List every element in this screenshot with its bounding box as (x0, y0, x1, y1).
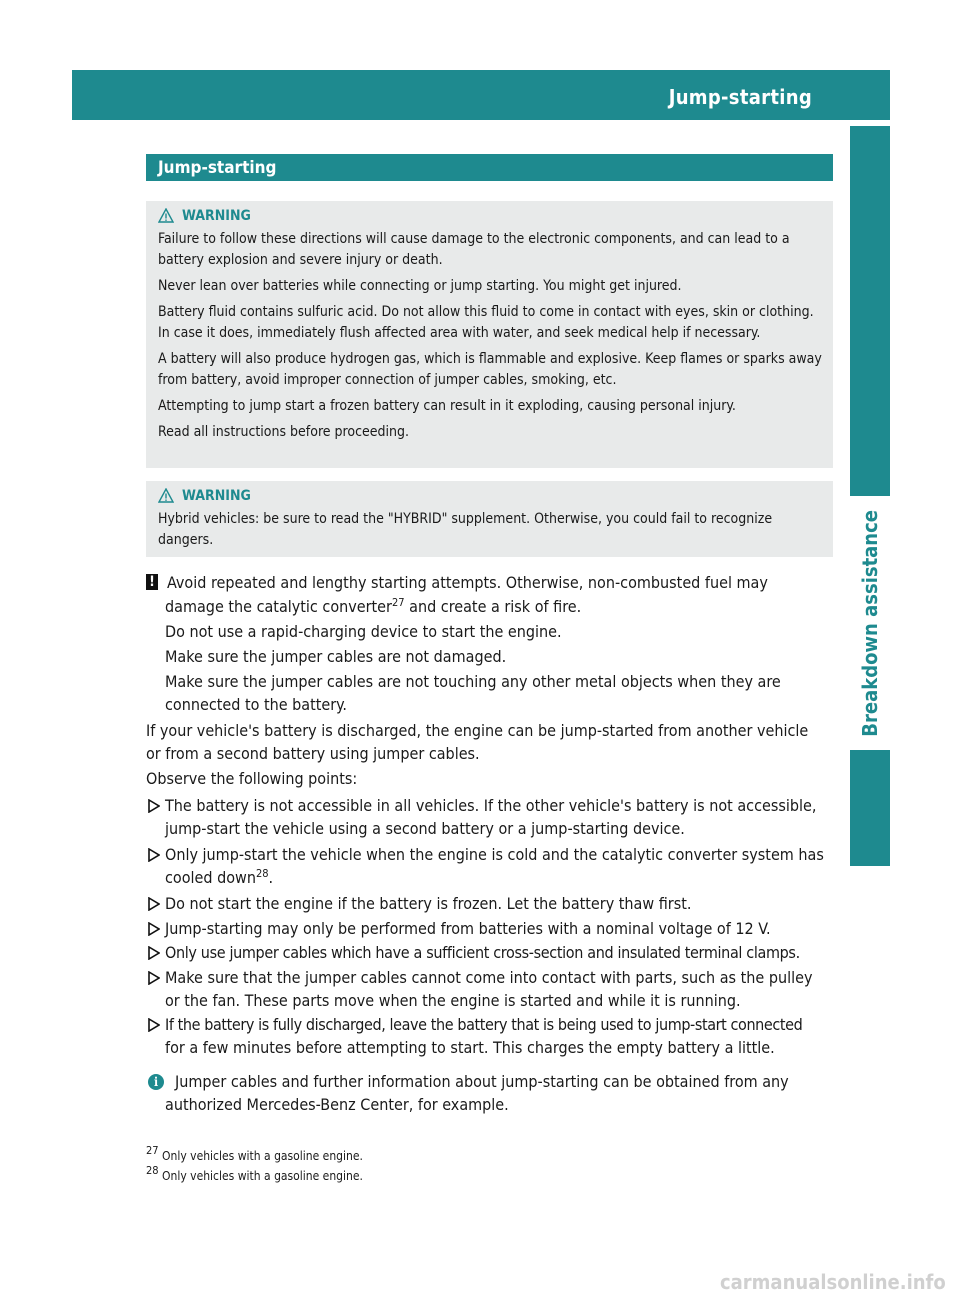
side-tab-label-wrap (850, 496, 890, 750)
bullet-item: for a few minutes before attempting to start. This charges the empty battery a little. (165, 1038, 775, 1057)
page-number: 481 (917, 86, 952, 107)
page-header (72, 70, 952, 120)
body-text: If your vehicle's battery is discharged, the engine can be jump-started from another vehicle (146, 721, 809, 740)
bullet-item: The battery is not accessible in all vehicles. If the other vehicle's battery is not accessible, (165, 796, 817, 815)
info-icon: i (148, 1074, 164, 1090)
arrow-right-icon (148, 848, 160, 862)
watermark: carmanualsonline.info (720, 1270, 946, 1294)
warning-paragraph: Hybrid vehicles: be sure to read the "HYBRID" supplement. Otherwise, you could fail to recognize dangers. (158, 511, 773, 548)
arrow-right-icon (148, 946, 160, 960)
note-text: damage the catalytic converter (165, 597, 392, 616)
warning-paragraph: A battery will also produce hydrogen gas, which is flammable and explosive. Keep flames or sparks away from battery, avoid improper connection of jumper cables, smoking, etc. (158, 351, 822, 388)
note-line: Avoid repeated and lengthy starting attempts. Otherwise, non-combusted fuel may (167, 573, 768, 592)
footnote (146, 1166, 363, 1186)
footnote-number: 28 (146, 1164, 159, 1177)
arrow-right-icon (148, 799, 160, 813)
arrow-right-icon (148, 897, 160, 911)
side-tab-lower (850, 750, 890, 866)
side-tab (850, 126, 890, 496)
warning-paragraph: Battery fluid contains sulfuric acid. Do not allow this fluid to come in contact with eyes, skin or clothing. In case it does, immediately flush affected area with water, and seek medical help if necessary. (158, 304, 814, 341)
warning-header (158, 207, 827, 225)
footnote-number: 27 (146, 1144, 159, 1157)
note-line: Do not use a rapid-charging device to start the engine. (165, 622, 562, 641)
bullet-item: Make sure that the jumper cables cannot come into contact with parts, such as the pulley (165, 968, 813, 987)
bullet-item: jump-start the vehicle using a second battery or a jump-starting device. (165, 819, 685, 838)
note-line: connected to the battery. (165, 695, 347, 714)
footnote-text: Only vehicles with a gasoline engine. (162, 1149, 363, 1163)
bullet-item: If the battery is fully discharged, leave the battery that is being used to jump-start connected (165, 1015, 803, 1034)
warning-triangle-icon (158, 208, 174, 224)
footnote-text: Only vehicles with a gasoline engine. (162, 1169, 363, 1183)
bullet-item: Jump-starting may only be performed from batteries with a nominal voltage of 12 V. (165, 919, 771, 938)
warning-label: WARNING (182, 208, 251, 224)
warning-paragraph: Attempting to jump start a frozen battery can result in it exploding, causing personal injury. (158, 398, 736, 414)
bullet-item: or the fan. These parts move when the engine is started and while it is running. (165, 991, 741, 1010)
arrow-right-icon (148, 971, 160, 985)
warning-paragraph: Read all instructions before proceeding. (158, 424, 410, 440)
footnote-ref: 28 (255, 867, 269, 880)
bullet-item: Only use jumper cables which have a sufficient cross-section and insulated terminal clamps. (165, 943, 800, 962)
footnote-ref: 27 (391, 596, 405, 609)
info-text: Jumper cables and further information about jump-starting can be obtained from any (175, 1072, 789, 1091)
footnotes (146, 1146, 363, 1186)
warning-header (158, 487, 827, 505)
side-tab-label: Breakdown assistance (858, 509, 882, 737)
bullet-item (165, 866, 273, 890)
bullet-item: Do not start the engine if the battery is frozen. Let the battery thaw first. (165, 894, 692, 913)
note-line: Make sure the jumper cables are not damaged. (165, 647, 507, 666)
note-line (165, 595, 581, 619)
note-text: and create a risk of fire. (404, 597, 582, 616)
warning-paragraph: Failure to follow these directions will cause damage to the electronic components, and can lead to a battery explosion and severe injury or death. (158, 231, 790, 268)
body-text: or from a second battery using jumper cables. (146, 744, 480, 763)
warning-box (146, 201, 833, 468)
section-heading (146, 154, 833, 181)
bullet-item: Only jump-start the vehicle when the engine is cold and the catalytic converter system has (165, 845, 824, 864)
exclamation-icon: ! (146, 574, 158, 590)
body-text: Observe the following points: (146, 769, 358, 788)
warning-label: WARNING (182, 488, 251, 504)
warning-paragraph: Never lean over batteries while connecting or jump starting. You might get injured. (158, 278, 682, 294)
bullet-text: . (268, 868, 274, 887)
footnote (146, 1146, 363, 1166)
arrow-right-icon (148, 1018, 160, 1032)
warning-triangle-icon (158, 488, 174, 504)
info-text: authorized Mercedes-Benz Center, for example. (165, 1095, 509, 1114)
header-title: Jump-starting (668, 85, 812, 109)
bullet-text: cooled down (165, 868, 256, 887)
hybrid-warning-box (146, 481, 833, 557)
section-title: Jump-starting (158, 158, 277, 178)
arrow-right-icon (148, 922, 160, 936)
note-line: Make sure the jumper cables are not touching any other metal objects when they are (165, 672, 781, 691)
